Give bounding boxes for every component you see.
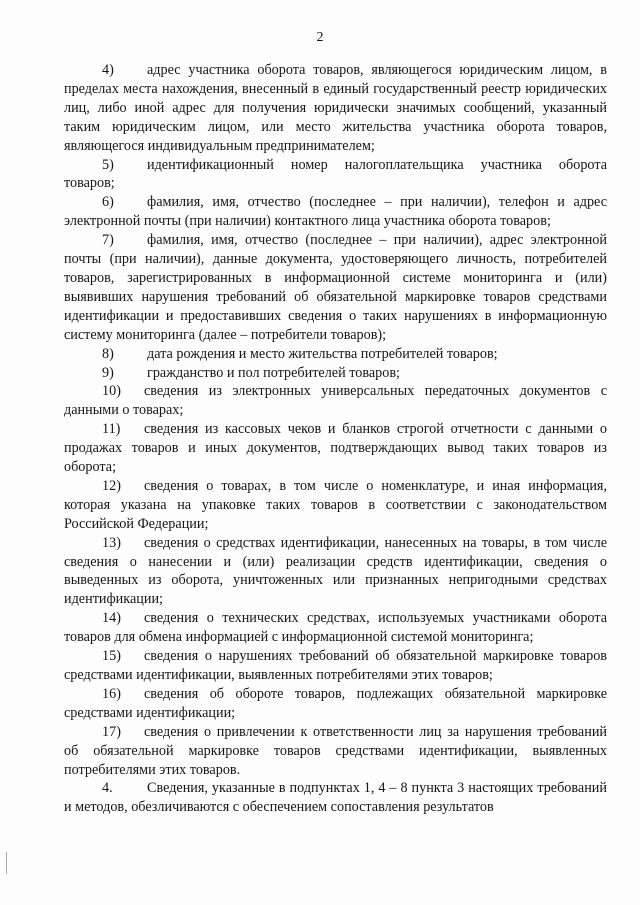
list-item <box>64 534 607 610</box>
list-item <box>64 609 607 647</box>
item-number: 13) <box>102 534 121 551</box>
item-number: 14) <box>102 610 121 627</box>
document-body <box>64 61 607 817</box>
item-text: сведения о товарах, в том числе о номенклатуре, и иная информация, которая указана на упаковке таких товаров в соответствии с законодательством Российской Федерации; <box>64 477 607 532</box>
list-item <box>64 723 607 780</box>
item-number: 10) <box>102 383 121 400</box>
list-item <box>64 364 607 383</box>
item-text: сведения о технических средствах, используемых участниками оборота товаров для обмена информацией с информационной системой мониторинга; <box>64 610 607 646</box>
section-number: 4. <box>102 780 113 797</box>
item-number: 8) <box>102 345 114 362</box>
section-text: Сведения, указанные в подпунктах 1, 4 – 8 пункта 3 настоящих требований и методов, обезличиваются с обеспечением сопоставления результатов <box>64 780 607 816</box>
item-text: сведения из кассовых чеков и бланков строгой отчетности с данными о продажах товаров и иных документов, подтверждающих вывод таких товаров из оборота; <box>64 421 607 476</box>
item-text: адрес участника оборота товаров, являющегося юридическим лицом, в пределах места нахождения, внесенный в единый государственный реестр юридических лиц, либо иной адрес для получения юридически значимых сообщений, указанный таким юридическим лицом, или место жительства участника оборота товаров, являющегося индивидуальным предпринимателем; <box>64 62 607 154</box>
item-text: сведения о привлечении к ответственности лиц за нарушения требований об обязательной маркировке товаров средствами идентификации, выявленных потребителями этих товаров. <box>64 723 607 778</box>
list-item <box>64 685 607 723</box>
item-text: дата рождения и место жительства потребителей товаров; <box>147 345 498 362</box>
list-item <box>64 231 607 344</box>
list-item <box>64 156 607 194</box>
list-item <box>64 477 607 534</box>
item-number: 11) <box>102 421 121 438</box>
item-number: 9) <box>102 364 114 381</box>
item-text: гражданство и пол потребителей товаров; <box>147 364 400 381</box>
item-number: 5) <box>102 156 114 173</box>
item-text: идентификационный номер налогоплательщика участника оборота товаров; <box>64 156 607 192</box>
item-text: фамилия, имя, отчество (последнее – при наличии), адрес электронной почты (при наличии), данные документа, удостоверяющего личность, потребителей товаров, зарегистрированных в информационной системе мониторинга и (или) выявивших нарушения требований об обязательной маркировке товаров средствами идентификации и предоставивших сведения о таких нарушениях в информационную систему мониторинга (далее – потребители товаров); <box>64 232 607 343</box>
list-item <box>64 382 607 420</box>
list-item <box>64 61 607 156</box>
item-number: 4) <box>102 62 114 78</box>
item-text: сведения о нарушениях требований об обязательной маркировке товаров средствами идентификации, выявленных потребителями этих товаров; <box>64 648 607 683</box>
scan-edge-mark <box>6 852 7 874</box>
item-number: 17) <box>102 723 121 740</box>
item-number: 16) <box>102 685 121 702</box>
item-number: 15) <box>102 648 121 665</box>
list-item <box>64 647 607 685</box>
item-number: 7) <box>102 232 114 249</box>
page-number: 2 <box>316 30 324 45</box>
list-item <box>64 193 607 231</box>
list-item <box>64 345 607 364</box>
item-text: сведения об обороте товаров, подлежащих обязательной маркировке средствами идентификации; <box>64 685 607 721</box>
item-text: фамилия, имя, отчество (последнее – при наличии), телефон и адрес электронной почты (при наличии) контактного лица участника оборота товаров; <box>64 194 607 230</box>
item-number: 12) <box>102 477 121 494</box>
item-text: сведения о средствах идентификации, нанесенных на товары, в том числе сведения о нанесении и (или) реализации средств идентификации, сведения о выведенных из оборота, уничтоженных или признанных непригодными средствах идентификации; <box>64 534 607 608</box>
section-paragraph <box>64 779 607 817</box>
list-item <box>64 420 607 477</box>
item-number: 6) <box>102 194 114 211</box>
item-text: сведения из электронных универсальных передаточных документов с данными о товарах; <box>64 383 607 419</box>
